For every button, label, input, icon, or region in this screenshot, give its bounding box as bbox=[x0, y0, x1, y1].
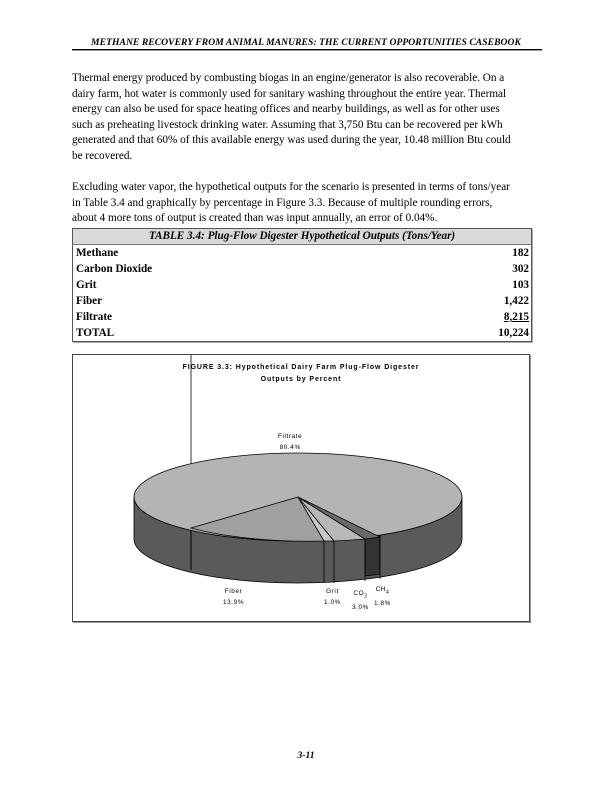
label-name-text: CO bbox=[353, 590, 365, 597]
label-name: Grit bbox=[326, 588, 339, 595]
text-line: such as preheating livestock drinking water. Assuming that 3,750 Btu can be recovered per kWh bbox=[72, 118, 503, 131]
text-line: Excluding water vapor, the hypothetical outputs for the scenario is presented in terms of tons/year bbox=[72, 181, 510, 193]
row-label: Methane bbox=[76, 247, 119, 259]
label-pct: 1.0% bbox=[324, 599, 341, 606]
paragraph-thermal-energy bbox=[72, 71, 542, 164]
text-line: about 4 more tons of output is created than was input annually, an error of 0.04%. bbox=[72, 212, 438, 224]
text-line: Thermal energy produced by combusting biogas in an engine/generator is also recoverable. On a bbox=[72, 72, 505, 84]
table-row bbox=[73, 293, 531, 309]
table-row bbox=[73, 261, 531, 277]
figure-pie-chart bbox=[72, 354, 530, 622]
table-row bbox=[73, 309, 531, 325]
label-subscript: 4 bbox=[386, 589, 390, 596]
header-rule bbox=[72, 49, 542, 50]
row-value: 182 bbox=[512, 247, 529, 259]
row-value: 1,422 bbox=[503, 295, 529, 307]
table-caption: TABLE 3.4: Plug-Flow Digester Hypothetical Outputs (Tons/Year) bbox=[73, 229, 531, 245]
table-row bbox=[73, 245, 531, 261]
text-line: generated and that 60% of this available energy was used during the year, 10.48 million Btu could bbox=[72, 134, 511, 146]
label-pct: 80.4% bbox=[279, 444, 301, 451]
row-value: 10,224 bbox=[498, 327, 529, 339]
row-label: Fiber bbox=[76, 295, 103, 307]
label-name-text: CH bbox=[375, 586, 386, 593]
row-label: Grit bbox=[76, 279, 97, 291]
label-filtrate bbox=[278, 431, 302, 453]
row-label: Filtrate bbox=[76, 311, 113, 323]
text-line: dairy farm, hot water is commonly used for sanitary washing throughout the entire year. Thermal bbox=[72, 87, 507, 100]
label-pct: 3.0% bbox=[352, 604, 369, 612]
label-pct: 1.8% bbox=[374, 600, 391, 608]
label-name bbox=[374, 584, 391, 598]
row-value: 103 bbox=[512, 279, 529, 291]
label-grit bbox=[324, 586, 341, 608]
label-fiber bbox=[223, 586, 244, 608]
text-line: in Table 3.4 and graphically by percentage in Figure 3.3. Because of multiple rounding errors, bbox=[72, 196, 493, 209]
row-value: 8,215 bbox=[503, 311, 529, 323]
row-value: 302 bbox=[512, 263, 529, 275]
table-row-total bbox=[73, 325, 531, 341]
page-number: 3-11 bbox=[297, 750, 315, 761]
text-line: be recovered. bbox=[72, 149, 133, 162]
label-name bbox=[352, 588, 369, 602]
label-name: Filtrate bbox=[278, 433, 303, 440]
table-row bbox=[73, 277, 531, 293]
label-subscript: 2 bbox=[364, 593, 368, 600]
figure-subtitle: Outputs by Percent bbox=[260, 376, 342, 383]
running-header: METHANE RECOVERY FROM ANIMAL MANURES: THE CURRENT OPPORTUNITIES CASEBOOK bbox=[91, 37, 521, 48]
row-label: TOTAL bbox=[76, 327, 115, 339]
pie-chart-graphic bbox=[73, 355, 529, 621]
label-co2 bbox=[352, 588, 369, 613]
row-label: Carbon Dioxide bbox=[76, 263, 153, 275]
paragraph-outputs bbox=[72, 180, 542, 227]
text-line: energy can also be used for space heating offices and nearby buildings, as well as for other uses bbox=[72, 103, 500, 115]
label-name: Fiber bbox=[224, 588, 243, 595]
label-ch4 bbox=[374, 584, 391, 609]
outputs-table bbox=[72, 228, 532, 342]
label-pct: 13.9% bbox=[223, 599, 245, 606]
figure-title: FIGURE 3.3: Hypothetical Dairy Farm Plug-Flow Digester bbox=[182, 364, 420, 371]
